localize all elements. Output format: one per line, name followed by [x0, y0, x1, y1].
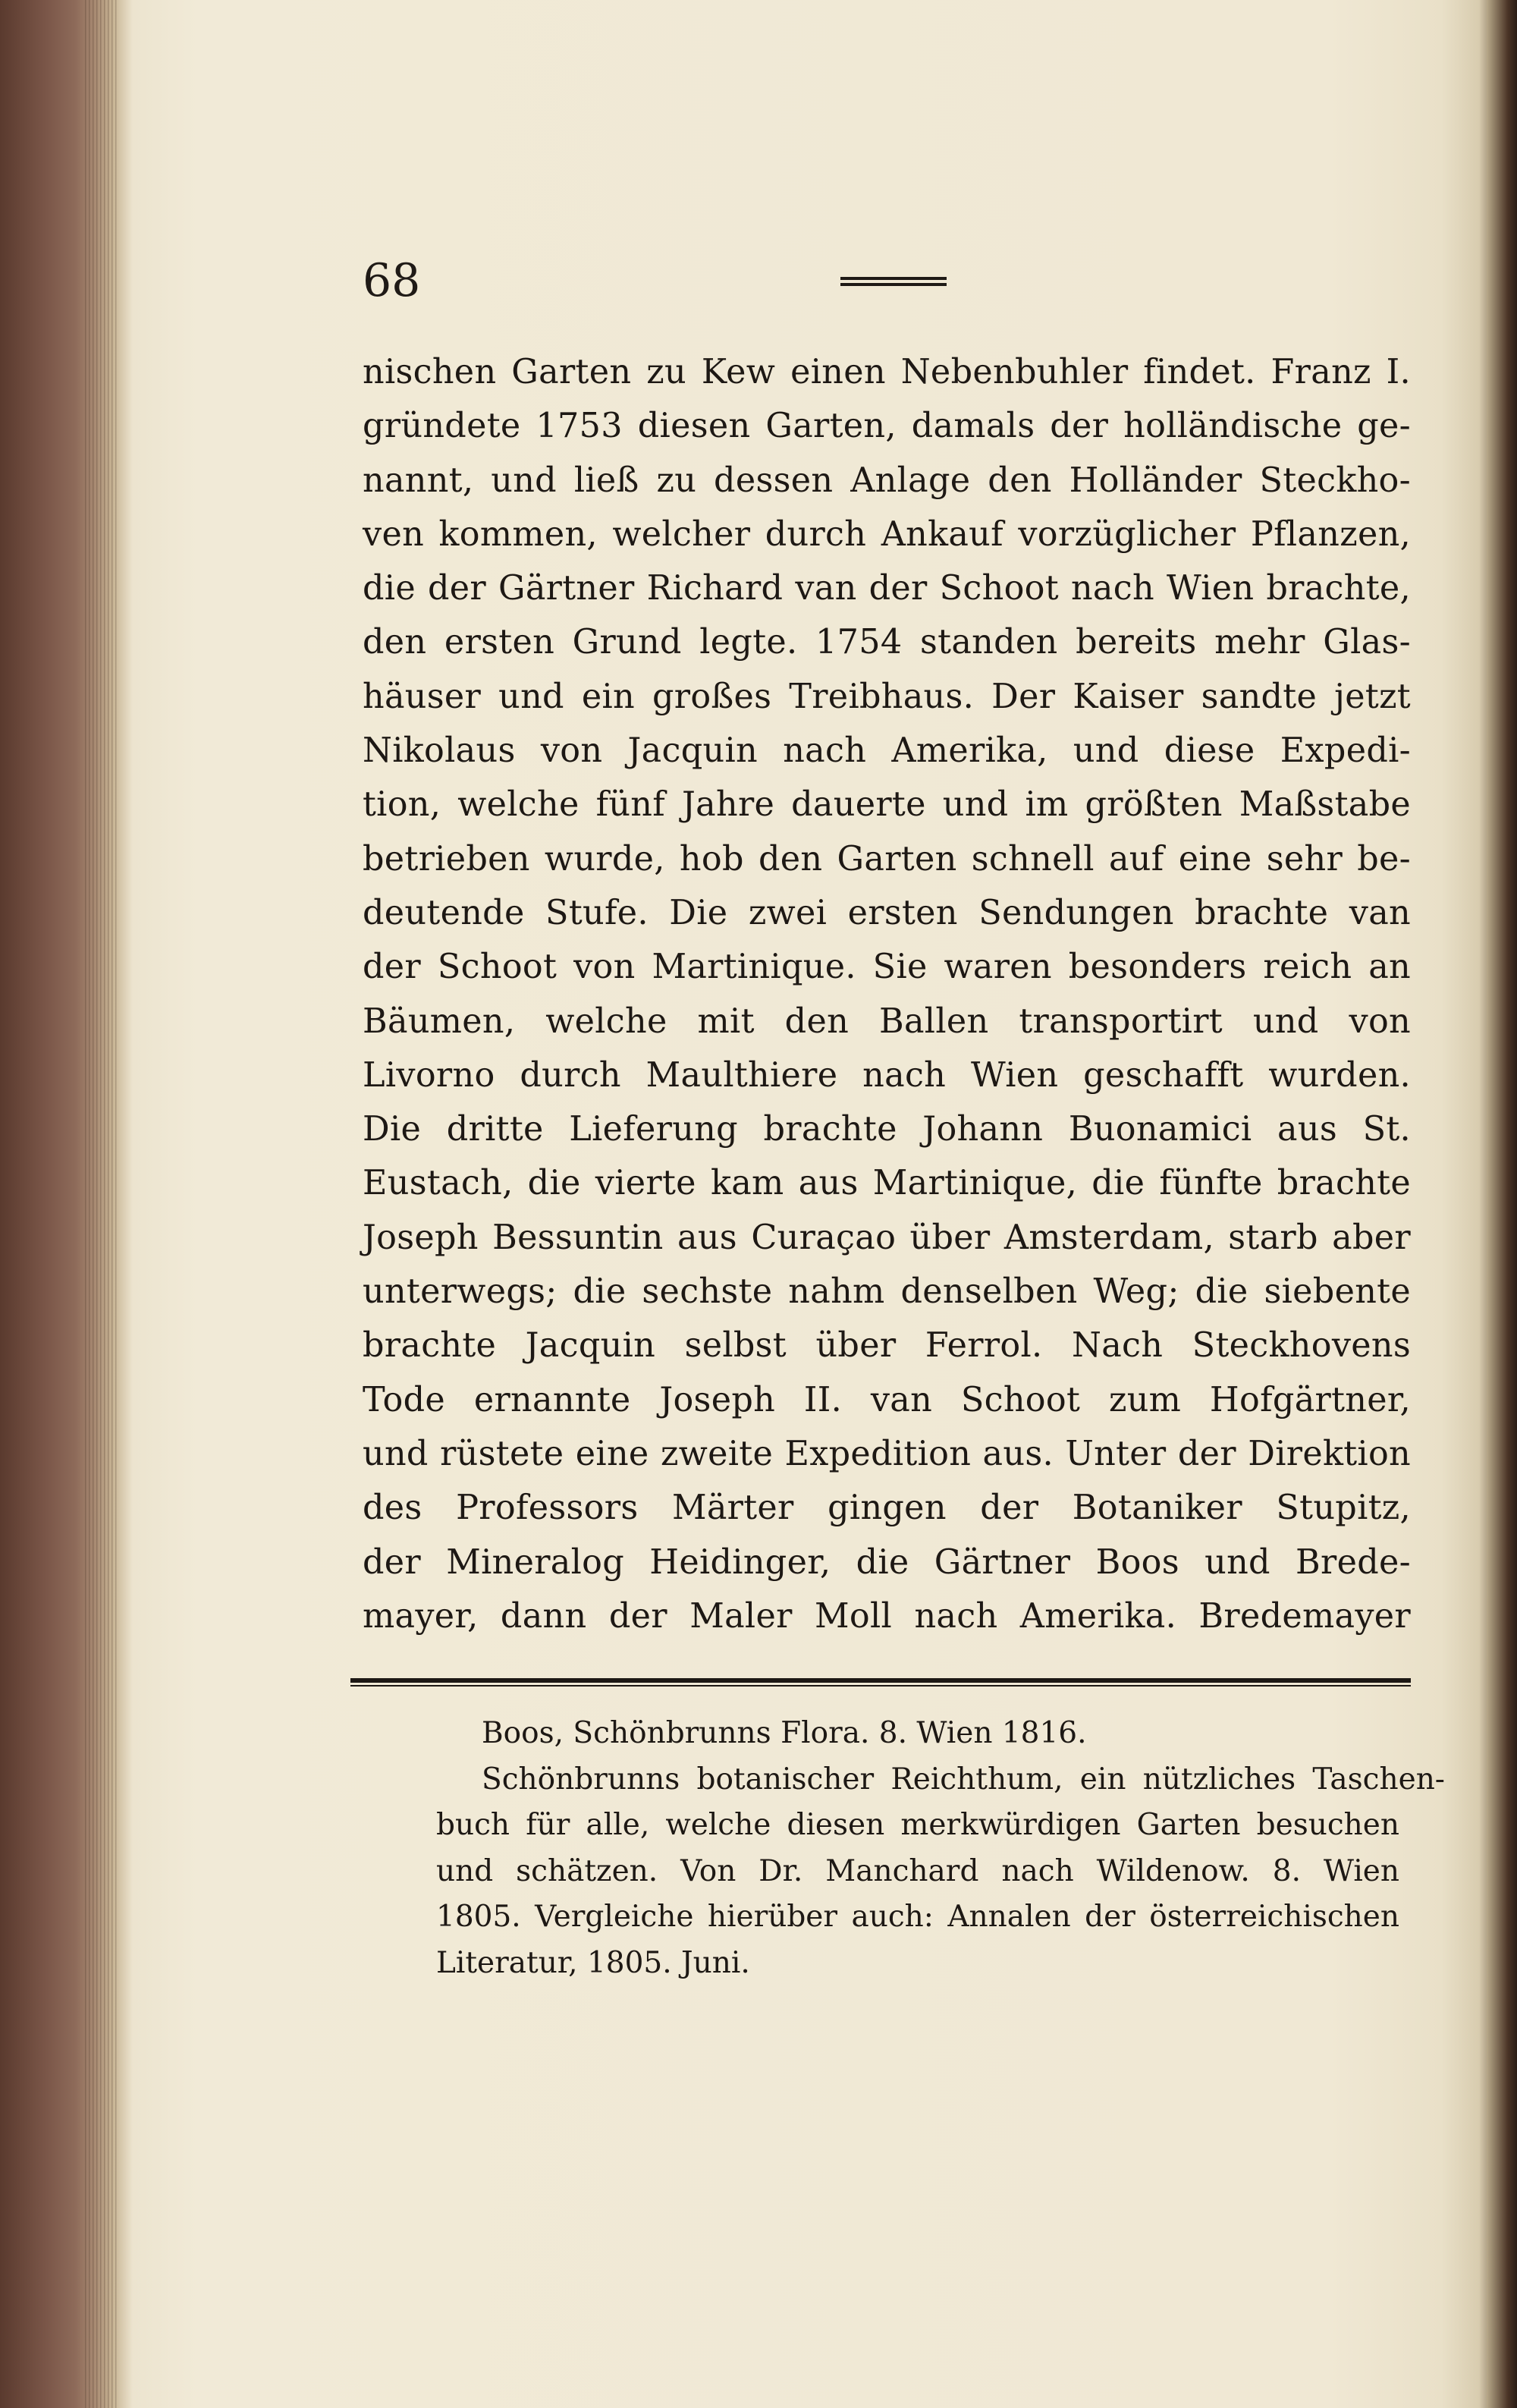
- header-ornament-rule: [840, 277, 947, 294]
- footnotes: [436, 1711, 1445, 1986]
- page-number: 68: [363, 254, 421, 307]
- page-header: [363, 254, 1409, 315]
- text-line: und rüstete eine zweite Expedition aus. Unter der Direktion: [363, 1434, 1411, 1473]
- text-line: Joseph Bessuntin aus Curaçao über Amsterdam, starb aber: [363, 1218, 1411, 1257]
- footnote-line: 1805. Vergleiche hierüber auch: Annalen der österreichischen: [436, 1900, 1399, 1934]
- text-line: Nikolaus von Jacquin nach Amerika, und diese Expedi-: [363, 731, 1411, 771]
- text-line: unterwegs; die sechste nahm denselben Weg; die siebente: [363, 1272, 1411, 1312]
- text-line: die der Gärtner Richard van der Schoot nach Wien brachte,: [363, 569, 1411, 608]
- text-line: häuser und ein großes Treibhaus. Der Kaiser sandte jetzt: [363, 677, 1411, 716]
- footnote-separator: [350, 1678, 1411, 1687]
- main-text: [363, 345, 1411, 1643]
- text-line: den ersten Grund legte. 1754 standen bereits mehr Glas-: [363, 623, 1411, 662]
- text-line: mayer, dann der Maler Moll nach Amerika. Bredemayer: [363, 1596, 1411, 1636]
- text-line: Bäumen, welche mit den Ballen transportirt und von: [363, 1001, 1411, 1041]
- text-line: Tode ernannte Joseph II. van Schoot zum Hofgärtner,: [363, 1380, 1411, 1419]
- text-line: Livorno durch Maulthiere nach Wien geschafft wurden.: [363, 1055, 1411, 1095]
- footnote-line: Schönbrunns botanischer Reichthum, ein nützliches Taschen-: [482, 1762, 1445, 1797]
- text-line: brachte Jacquin selbst über Ferrol. Nach Steckhovens: [363, 1326, 1411, 1366]
- footnote-line: Literatur, 1805. Juni.: [436, 1945, 750, 1980]
- text-line: der Mineralog Heidinger, die Gärtner Boos und Brede-: [363, 1542, 1411, 1582]
- text-line: nischen Garten zu Kew einen Nebenbuhler findet. Franz I.: [363, 353, 1411, 391]
- text-line: des Professors Märter gingen der Botaniker Stupitz,: [363, 1488, 1411, 1528]
- page-edges: [85, 0, 119, 2408]
- text-line: der Schoot von Martinique. Sie waren besonders reich an: [363, 948, 1411, 987]
- text-line: betrieben wurde, hob den Garten schnell auf eine sehr be-: [363, 839, 1411, 879]
- text-line: Die dritte Lieferung brachte Johann Buonamici aus St.: [363, 1110, 1411, 1149]
- text-line: tion, welche fünf Jahre dauerte und im größten Maßstabe: [363, 785, 1411, 825]
- text-line: nannt, und ließ zu dessen Anlage den Holländer Steckho-: [363, 461, 1411, 500]
- text-line: ven kommen, welcher durch Ankauf vorzüglicher Pflanzen,: [363, 514, 1411, 554]
- text-line: deutende Stufe. Die zwei ersten Sendungen brachte van: [363, 893, 1411, 932]
- footnote-line: und schätzen. Von Dr. Manchard nach Wildenow. 8. Wien: [436, 1853, 1399, 1888]
- footnote-line: buch für alle, welche diesen merkwürdigen Garten besuchen: [436, 1808, 1399, 1842]
- text-line: Eustach, die vierte kam aus Martinique, die fünfte brachte: [363, 1164, 1411, 1203]
- text-line: gründete 1753 diesen Garten, damals der holländische ge-: [363, 407, 1411, 446]
- book-spine-edge: [1487, 0, 1517, 2408]
- footnote-line: Boos, Schönbrunns Flora. 8. Wien 1816.: [482, 1716, 1087, 1750]
